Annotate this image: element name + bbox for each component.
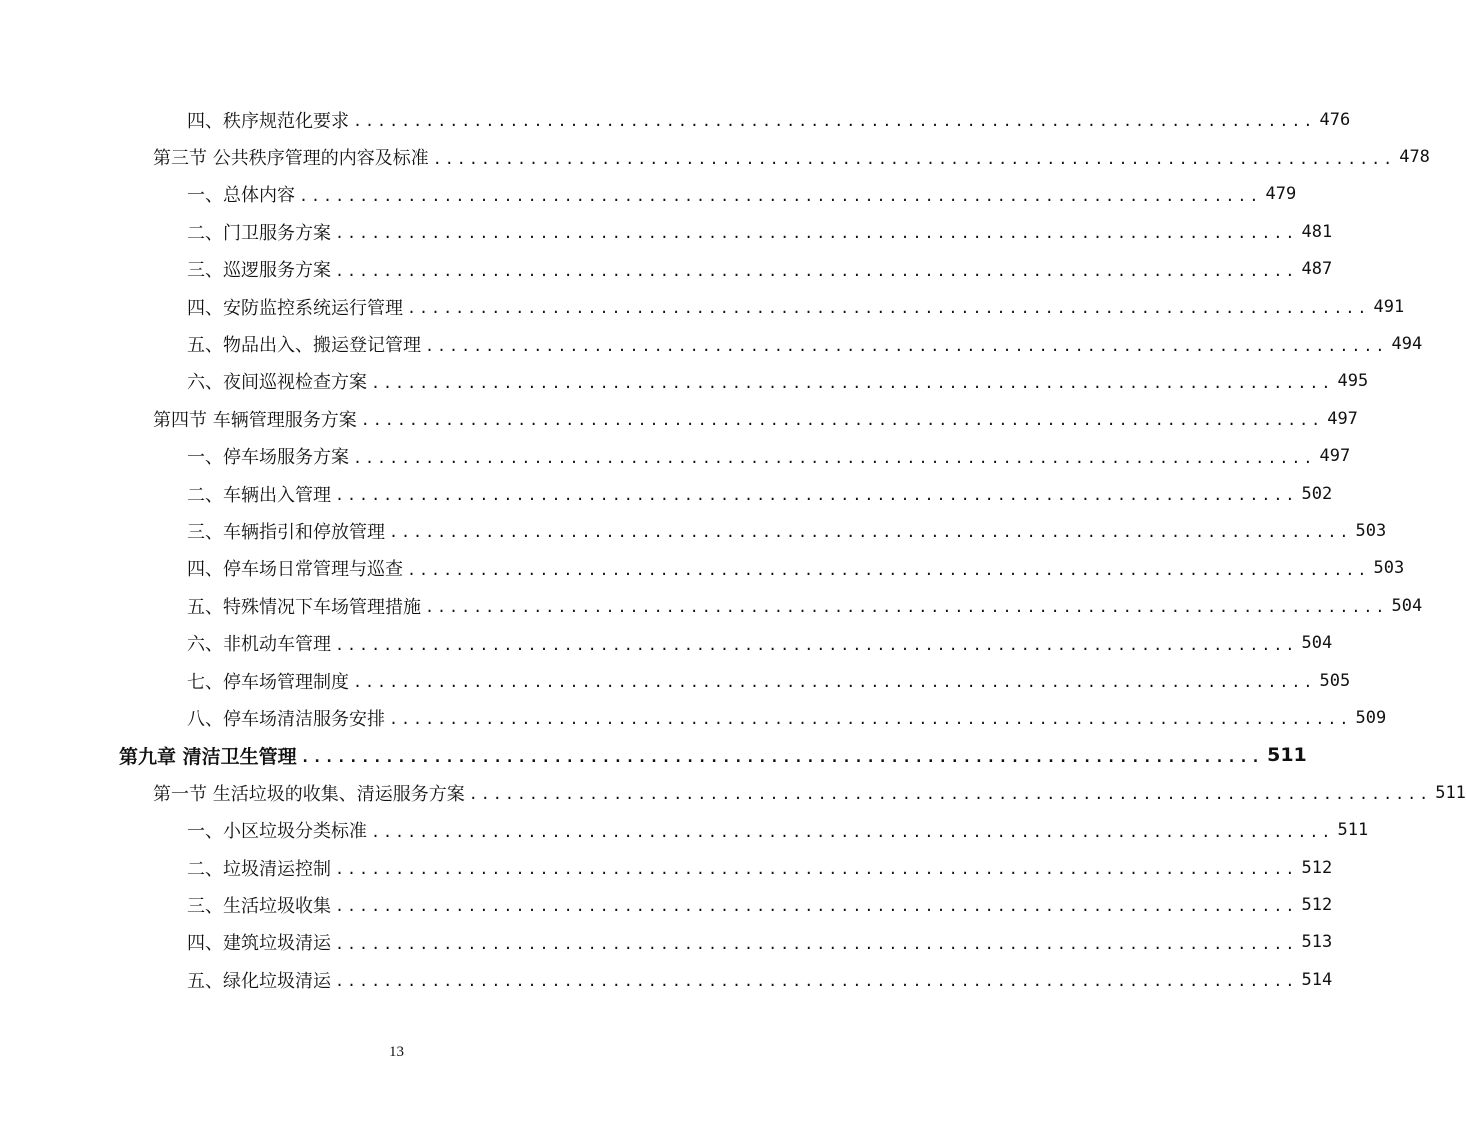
toc-entry-page: 502	[1301, 483, 1333, 504]
toc-entry-page: 512	[1301, 894, 1333, 915]
dot-leader: ................................................................................	[360, 411, 1324, 430]
dot-leader: ................................................................................	[353, 673, 1316, 692]
dot-leader: ................................................................................	[371, 822, 1334, 841]
dot-leader: ................................................................................	[425, 336, 1388, 355]
toc-entry-title: 第一节 生活垃圾的收集、清运服务方案	[153, 783, 465, 805]
toc-entry-title: 第九章 清洁卫生管理	[119, 745, 297, 768]
toc-entry-title: 第三节 公共秩序管理的内容及标准	[153, 148, 429, 170]
toc-entry-page: 487	[1301, 259, 1333, 280]
toc-entry-page: 491	[1373, 296, 1405, 317]
toc-entry-title: 八、停车场清洁服务安排	[187, 708, 385, 730]
dot-leader: ................................................................................	[389, 523, 1352, 542]
toc-entry-title: 二、垃圾清运控制	[187, 858, 331, 880]
toc-entry-page: 481	[1301, 221, 1333, 242]
dot-leader: ................................................................................	[468, 785, 1432, 804]
dot-leader: ................................................................................	[353, 448, 1316, 467]
toc-entry-page: 505	[1319, 670, 1351, 691]
dot-leader: ................................................................................	[300, 747, 1264, 766]
toc-entry[interactable]	[0, 325, 1423, 362]
dot-leader: ................................................................................	[425, 598, 1388, 617]
toc-entry-title: 六、夜间巡视检查方案	[187, 372, 367, 394]
toc-entry-page: 503	[1355, 520, 1387, 541]
toc-entry-page: 479	[1265, 184, 1297, 205]
toc-entry[interactable]	[0, 811, 1369, 848]
dot-leader: ................................................................................	[335, 224, 1298, 243]
toc-entry-page: 478	[1399, 147, 1430, 168]
toc-entry-page: 514	[1301, 969, 1333, 990]
toc-entry[interactable]	[0, 400, 1358, 437]
toc-entry-title: 五、特殊情况下车场管理措施	[187, 596, 421, 618]
dot-leader: ................................................................................	[335, 635, 1298, 654]
toc-entry[interactable]	[0, 849, 1333, 886]
toc-entry-title: 四、安防监控系统运行管理	[187, 297, 403, 319]
toc-entry-title: 七、停车场管理制度	[187, 671, 349, 693]
dot-leader: ................................................................................	[335, 972, 1298, 991]
toc-entry-page: 504	[1301, 633, 1333, 654]
toc-entry[interactable]	[0, 961, 1333, 998]
toc-entry-title: 二、车辆出入管理	[187, 484, 331, 506]
dot-leader: ................................................................................	[407, 299, 1370, 318]
toc-entry-title: 四、停车场日常管理与巡查	[187, 559, 403, 581]
dot-leader: ................................................................................	[353, 112, 1316, 131]
toc-entry-page: 497	[1319, 446, 1351, 467]
toc-entry-title: 三、生活垃圾收集	[187, 895, 331, 917]
dot-leader: ................................................................................	[299, 186, 1262, 205]
toc-entry[interactable]	[0, 699, 1387, 736]
toc-entry-title: 五、物品出入、搬运登记管理	[187, 335, 421, 357]
toc-entry-title: 一、总体内容	[187, 185, 295, 207]
toc-entry-page: 509	[1355, 707, 1387, 728]
toc-entry-title: 二、门卫服务方案	[187, 222, 331, 244]
toc-entry-title: 四、建筑垃圾清运	[187, 933, 331, 955]
toc-entry[interactable]	[0, 288, 1405, 325]
toc-entry[interactable]	[0, 176, 1297, 213]
page-number: 13	[389, 1044, 404, 1060]
toc-entry[interactable]	[0, 587, 1423, 624]
toc-entry[interactable]	[0, 251, 1333, 288]
dot-leader: ................................................................................	[389, 710, 1352, 729]
toc-entry[interactable]	[0, 101, 1351, 138]
toc-entry-page: 494	[1391, 334, 1423, 355]
toc-entry-page: 512	[1301, 857, 1333, 878]
toc-entry-title: 三、巡逻服务方案	[187, 260, 331, 282]
toc-entry-title: 一、停车场服务方案	[187, 447, 349, 469]
toc-entry[interactable]	[0, 550, 1405, 587]
toc-entry-title: 三、车辆指引和停放管理	[187, 521, 385, 543]
toc-entry[interactable]	[0, 624, 1333, 661]
toc-entry-page: 503	[1373, 558, 1405, 579]
toc-entry-page: 511	[1435, 782, 1466, 803]
dot-leader: ................................................................................	[432, 149, 1396, 168]
toc-entry[interactable]	[0, 475, 1333, 512]
toc-entry[interactable]	[0, 363, 1369, 400]
toc-entry[interactable]	[0, 924, 1333, 961]
toc-entry-page: 497	[1327, 408, 1358, 429]
dot-leader: ................................................................................	[335, 860, 1298, 878]
dot-leader: ................................................................................	[407, 560, 1370, 579]
toc-entry-title: 一、小区垃圾分类标准	[187, 821, 367, 843]
toc-entry-page: 495	[1337, 371, 1369, 392]
dot-leader: ................................................................................	[335, 486, 1298, 505]
toc-entry-page: 511	[1337, 820, 1369, 841]
toc-entry-page: 511	[1267, 744, 1307, 767]
toc-entry[interactable]	[0, 662, 1351, 699]
toc-entry[interactable]	[0, 213, 1333, 250]
toc-entry-page: 513	[1301, 932, 1333, 953]
toc-entry-page: 476	[1319, 109, 1351, 130]
toc-chapter-entry[interactable]	[0, 737, 1307, 774]
dot-leader: ................................................................................	[335, 897, 1298, 916]
toc-entry-page: 504	[1391, 595, 1423, 616]
toc-entry-title: 第四节 车辆管理服务方案	[153, 409, 357, 431]
dot-leader: ................................................................................	[335, 934, 1298, 953]
dot-leader: ................................................................................	[335, 261, 1298, 280]
toc-entry[interactable]	[0, 138, 1430, 175]
toc-entry-title: 四、秩序规范化要求	[187, 110, 349, 132]
toc-entry[interactable]	[0, 886, 1333, 923]
dot-leader: ................................................................................	[371, 373, 1334, 392]
toc-entry[interactable]	[0, 512, 1387, 549]
table-of-contents	[0, 101, 1466, 998]
toc-entry[interactable]	[0, 774, 1466, 811]
toc-entry-title: 六、非机动车管理	[187, 634, 331, 656]
toc-entry[interactable]	[0, 438, 1351, 475]
toc-entry-title: 五、绿化垃圾清运	[187, 970, 331, 992]
